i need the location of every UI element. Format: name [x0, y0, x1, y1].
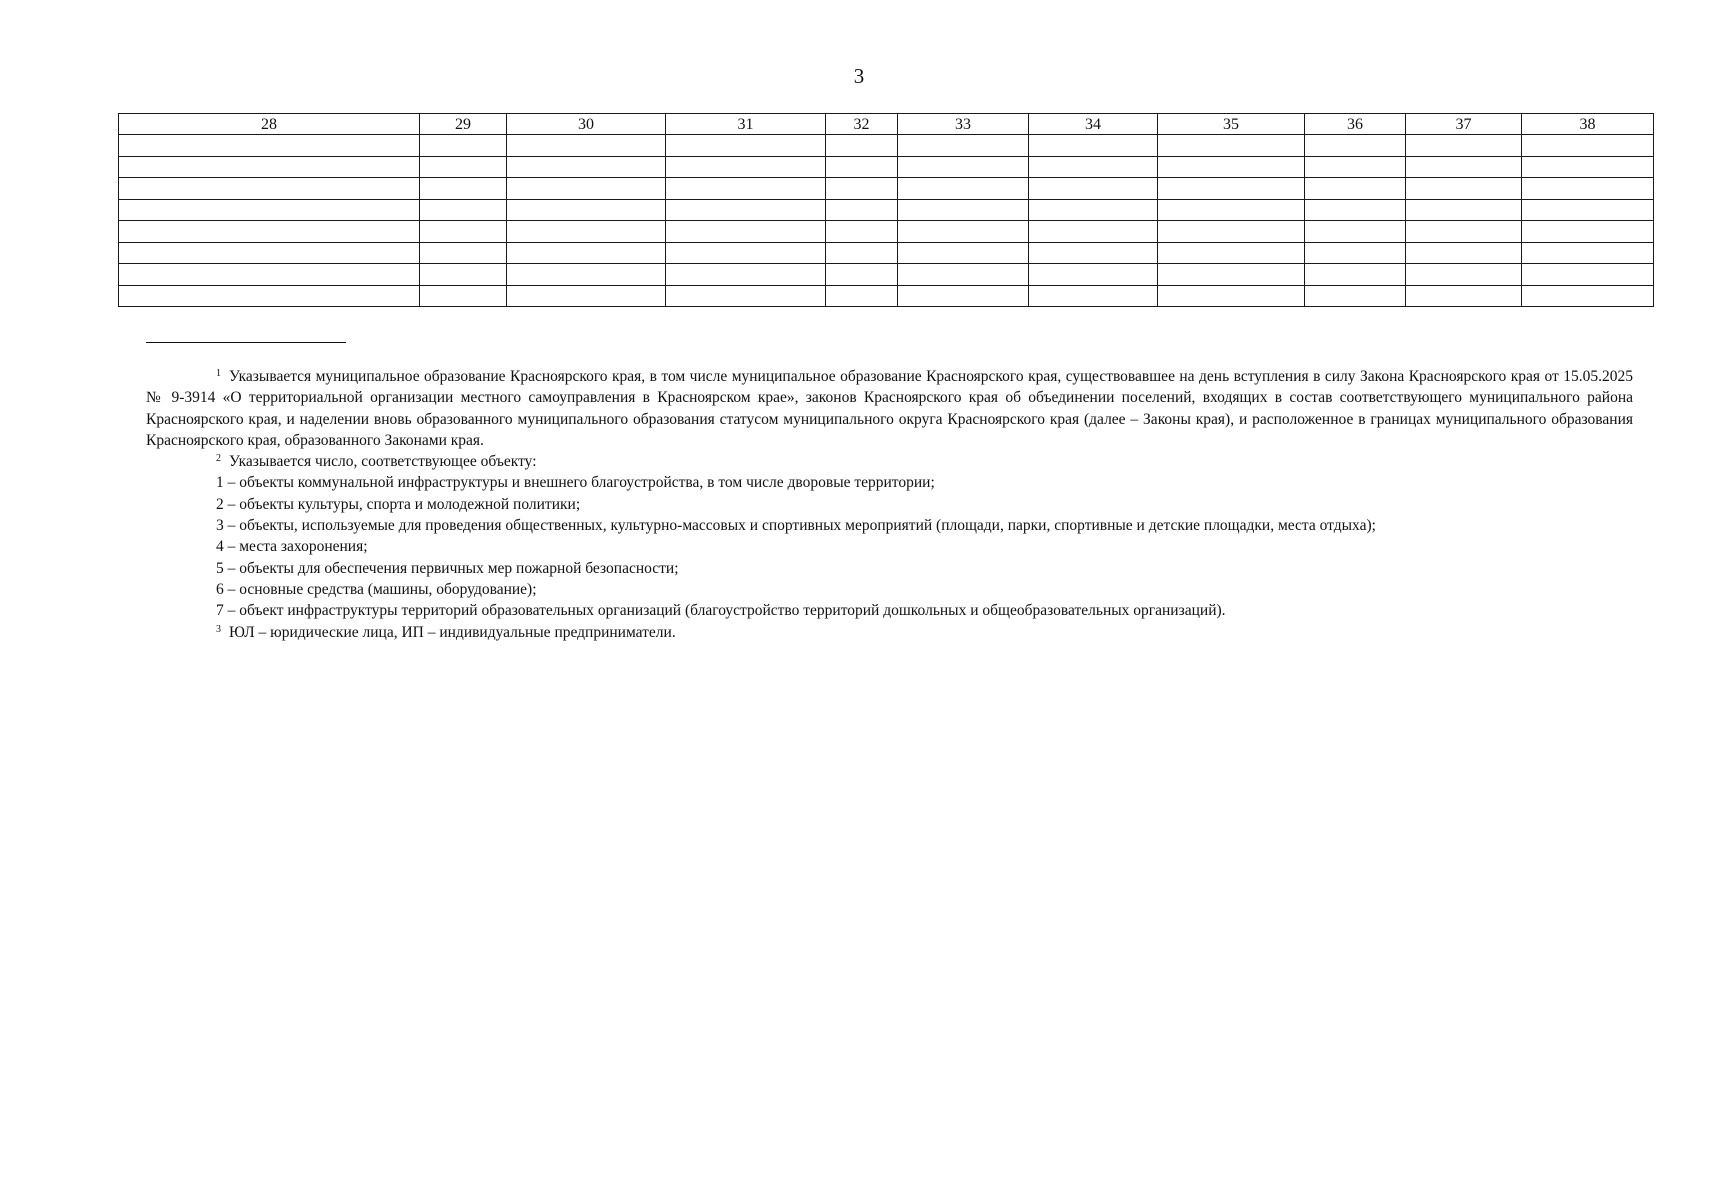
- table-cell: [1158, 156, 1305, 178]
- table-cell: [1522, 199, 1654, 221]
- table-cell: [1305, 242, 1406, 264]
- table-cell: [1305, 264, 1406, 286]
- table-cell: [898, 199, 1029, 221]
- footnote-list-item: 3 – объекты, используемые для проведения общественных, культурно-массовых и спортивных мероприятий (площади, парки, спортивные и детские площадки, места отдыха);: [216, 517, 1376, 535]
- table-cell: [826, 156, 898, 178]
- table-cell: [1158, 178, 1305, 200]
- table-cell: [666, 135, 826, 157]
- table-cell: [420, 264, 507, 286]
- table-cell: [507, 285, 666, 307]
- footnote-1: [146, 366, 1633, 451]
- footnote-list-item: 5 – объекты для обеспечения первичных мер пожарной безопасности;: [216, 559, 679, 577]
- table-cell: [1158, 135, 1305, 157]
- table-cell: [1158, 199, 1305, 221]
- table-cell: [1522, 264, 1654, 286]
- footnote-list-item: 4 – места захоронения;: [216, 538, 368, 556]
- footnote-text: ЮЛ – юридические лица, ИП – индивидуальные предприниматели.: [229, 623, 676, 641]
- table-cell: [507, 178, 666, 200]
- table-cell: [1029, 178, 1158, 200]
- table-cell: [666, 285, 826, 307]
- table-cell: [898, 178, 1029, 200]
- footnote-2: [146, 451, 1633, 472]
- table-cell: [826, 242, 898, 264]
- table-cell: [420, 242, 507, 264]
- table-cell: [826, 285, 898, 307]
- table-header-row: [119, 114, 1654, 135]
- table-cell: [1305, 156, 1406, 178]
- table-cell: [826, 221, 898, 243]
- table-cell: [1158, 221, 1305, 243]
- column-number: 34: [1029, 114, 1158, 135]
- column-number: 33: [898, 114, 1029, 135]
- table-cell: [898, 221, 1029, 243]
- table-cell: [507, 221, 666, 243]
- table-cell: [1406, 221, 1522, 243]
- footnote-list-item: 7 – объект инфраструктуры территорий образовательных организаций (благоустройство территорий дошкольных и общеобразовательных организаций).: [216, 602, 1226, 620]
- column-number: 36: [1305, 114, 1406, 135]
- table-row: [119, 221, 1654, 243]
- table-cell: [898, 242, 1029, 264]
- column-number: 37: [1406, 114, 1522, 135]
- table-cell: [1522, 221, 1654, 243]
- footnote-marker: 2: [216, 453, 221, 465]
- table-cell: [826, 178, 898, 200]
- column-number: 35: [1158, 114, 1305, 135]
- table-cell: [666, 178, 826, 200]
- table-cell: [1305, 178, 1406, 200]
- table-cell: [898, 264, 1029, 286]
- table-cell: [420, 199, 507, 221]
- footnote-list-item: 1 – объекты коммунальной инфраструктуры и внешнего благоустройства, в том числе дворовые территории;: [216, 474, 935, 492]
- table-cell: [666, 264, 826, 286]
- table-cell: [1406, 199, 1522, 221]
- footnote-text: Указывается муниципальное образование Красноярского края, в том числе муниципальное образование Красноярского края, существовавшее на день вступления в силу Закона Красноярского края от 15.05.2025 № 9-3914 «О территориальной организации местного самоуправления в Красноярском крае», законов Красноярского края об объединении поселений, входящих в состав соответствующего муниципального района Красноярского края, и наделении вновь образованного муниципального образования статусом муниципального округа Красноярского края (далее – Законы края), и расположенное в границах муниципального образования Красноярского края, образованного Законами края.: [146, 368, 1633, 449]
- footnote-list-item: 6 – основные средства (машины, оборудование);: [216, 580, 537, 598]
- table-cell: [119, 264, 420, 286]
- table-cell: [898, 285, 1029, 307]
- footnotes: [146, 366, 1633, 643]
- table-cell: [1029, 135, 1158, 157]
- table-row: [119, 285, 1654, 307]
- table-cell: [1305, 135, 1406, 157]
- table-cell: [119, 135, 420, 157]
- column-number: 28: [119, 114, 420, 135]
- table-cell: [1522, 178, 1654, 200]
- table-cell: [1305, 221, 1406, 243]
- column-number: 32: [826, 114, 898, 135]
- table-cell: [1406, 135, 1522, 157]
- table-cell: [420, 156, 507, 178]
- table-cell: [1029, 285, 1158, 307]
- table-cell: [1406, 156, 1522, 178]
- table-cell: [1522, 135, 1654, 157]
- table-cell: [1029, 264, 1158, 286]
- table-cell: [507, 264, 666, 286]
- table-cell: [420, 285, 507, 307]
- footnote-list-item: 2 – объекты культуры, спорта и молодежной политики;: [216, 495, 581, 513]
- table-cell: [666, 156, 826, 178]
- table-cell: [1522, 156, 1654, 178]
- column-number: 31: [666, 114, 826, 135]
- table-cell: [119, 199, 420, 221]
- page-number: 3: [853, 64, 865, 88]
- table-cell: [826, 264, 898, 286]
- footnote-marker: 1: [216, 368, 221, 379]
- table-cell: [1029, 156, 1158, 178]
- table-cell: [666, 221, 826, 243]
- table-row: [119, 156, 1654, 178]
- table-cell: [1029, 242, 1158, 264]
- table-cell: [1522, 285, 1654, 307]
- table-cell: [1406, 178, 1522, 200]
- table-cell: [898, 156, 1029, 178]
- table-cell: [119, 178, 420, 200]
- table-row: [119, 135, 1654, 157]
- footnote-separator: [146, 342, 346, 343]
- table-cell: [507, 156, 666, 178]
- table-cell: [666, 199, 826, 221]
- table-cell: [1305, 199, 1406, 221]
- table-cell: [119, 221, 420, 243]
- table-cell: [119, 242, 420, 264]
- column-number: 38: [1522, 114, 1654, 135]
- table-cell: [119, 285, 420, 307]
- table-cell: [1406, 264, 1522, 286]
- footnote-marker: 3: [216, 623, 221, 635]
- table-row: [119, 264, 1654, 286]
- table-cell: [119, 156, 420, 178]
- table-row: [119, 242, 1654, 264]
- table-cell: [1406, 285, 1522, 307]
- footnote-text: Указывается число, соответствующее объекту:: [229, 453, 537, 471]
- table-cell: [666, 242, 826, 264]
- table-row: [119, 199, 1654, 221]
- table-cell: [507, 242, 666, 264]
- table-cell: [507, 199, 666, 221]
- table-cell: [826, 199, 898, 221]
- table-cell: [1158, 242, 1305, 264]
- column-number: 30: [507, 114, 666, 135]
- data-table: [118, 113, 1654, 307]
- table-cell: [1158, 285, 1305, 307]
- footnote-3: [146, 622, 1633, 643]
- table-cell: [1029, 199, 1158, 221]
- table-cell: [420, 178, 507, 200]
- column-number: 29: [420, 114, 507, 135]
- table-cell: [420, 135, 507, 157]
- table-cell: [420, 221, 507, 243]
- table-row: [119, 178, 1654, 200]
- table-cell: [1406, 242, 1522, 264]
- table-cell: [898, 135, 1029, 157]
- table-cell: [1158, 264, 1305, 286]
- table-cell: [507, 135, 666, 157]
- table-cell: [1305, 285, 1406, 307]
- table-cell: [1029, 221, 1158, 243]
- table-cell: [826, 135, 898, 157]
- table-cell: [1522, 242, 1654, 264]
